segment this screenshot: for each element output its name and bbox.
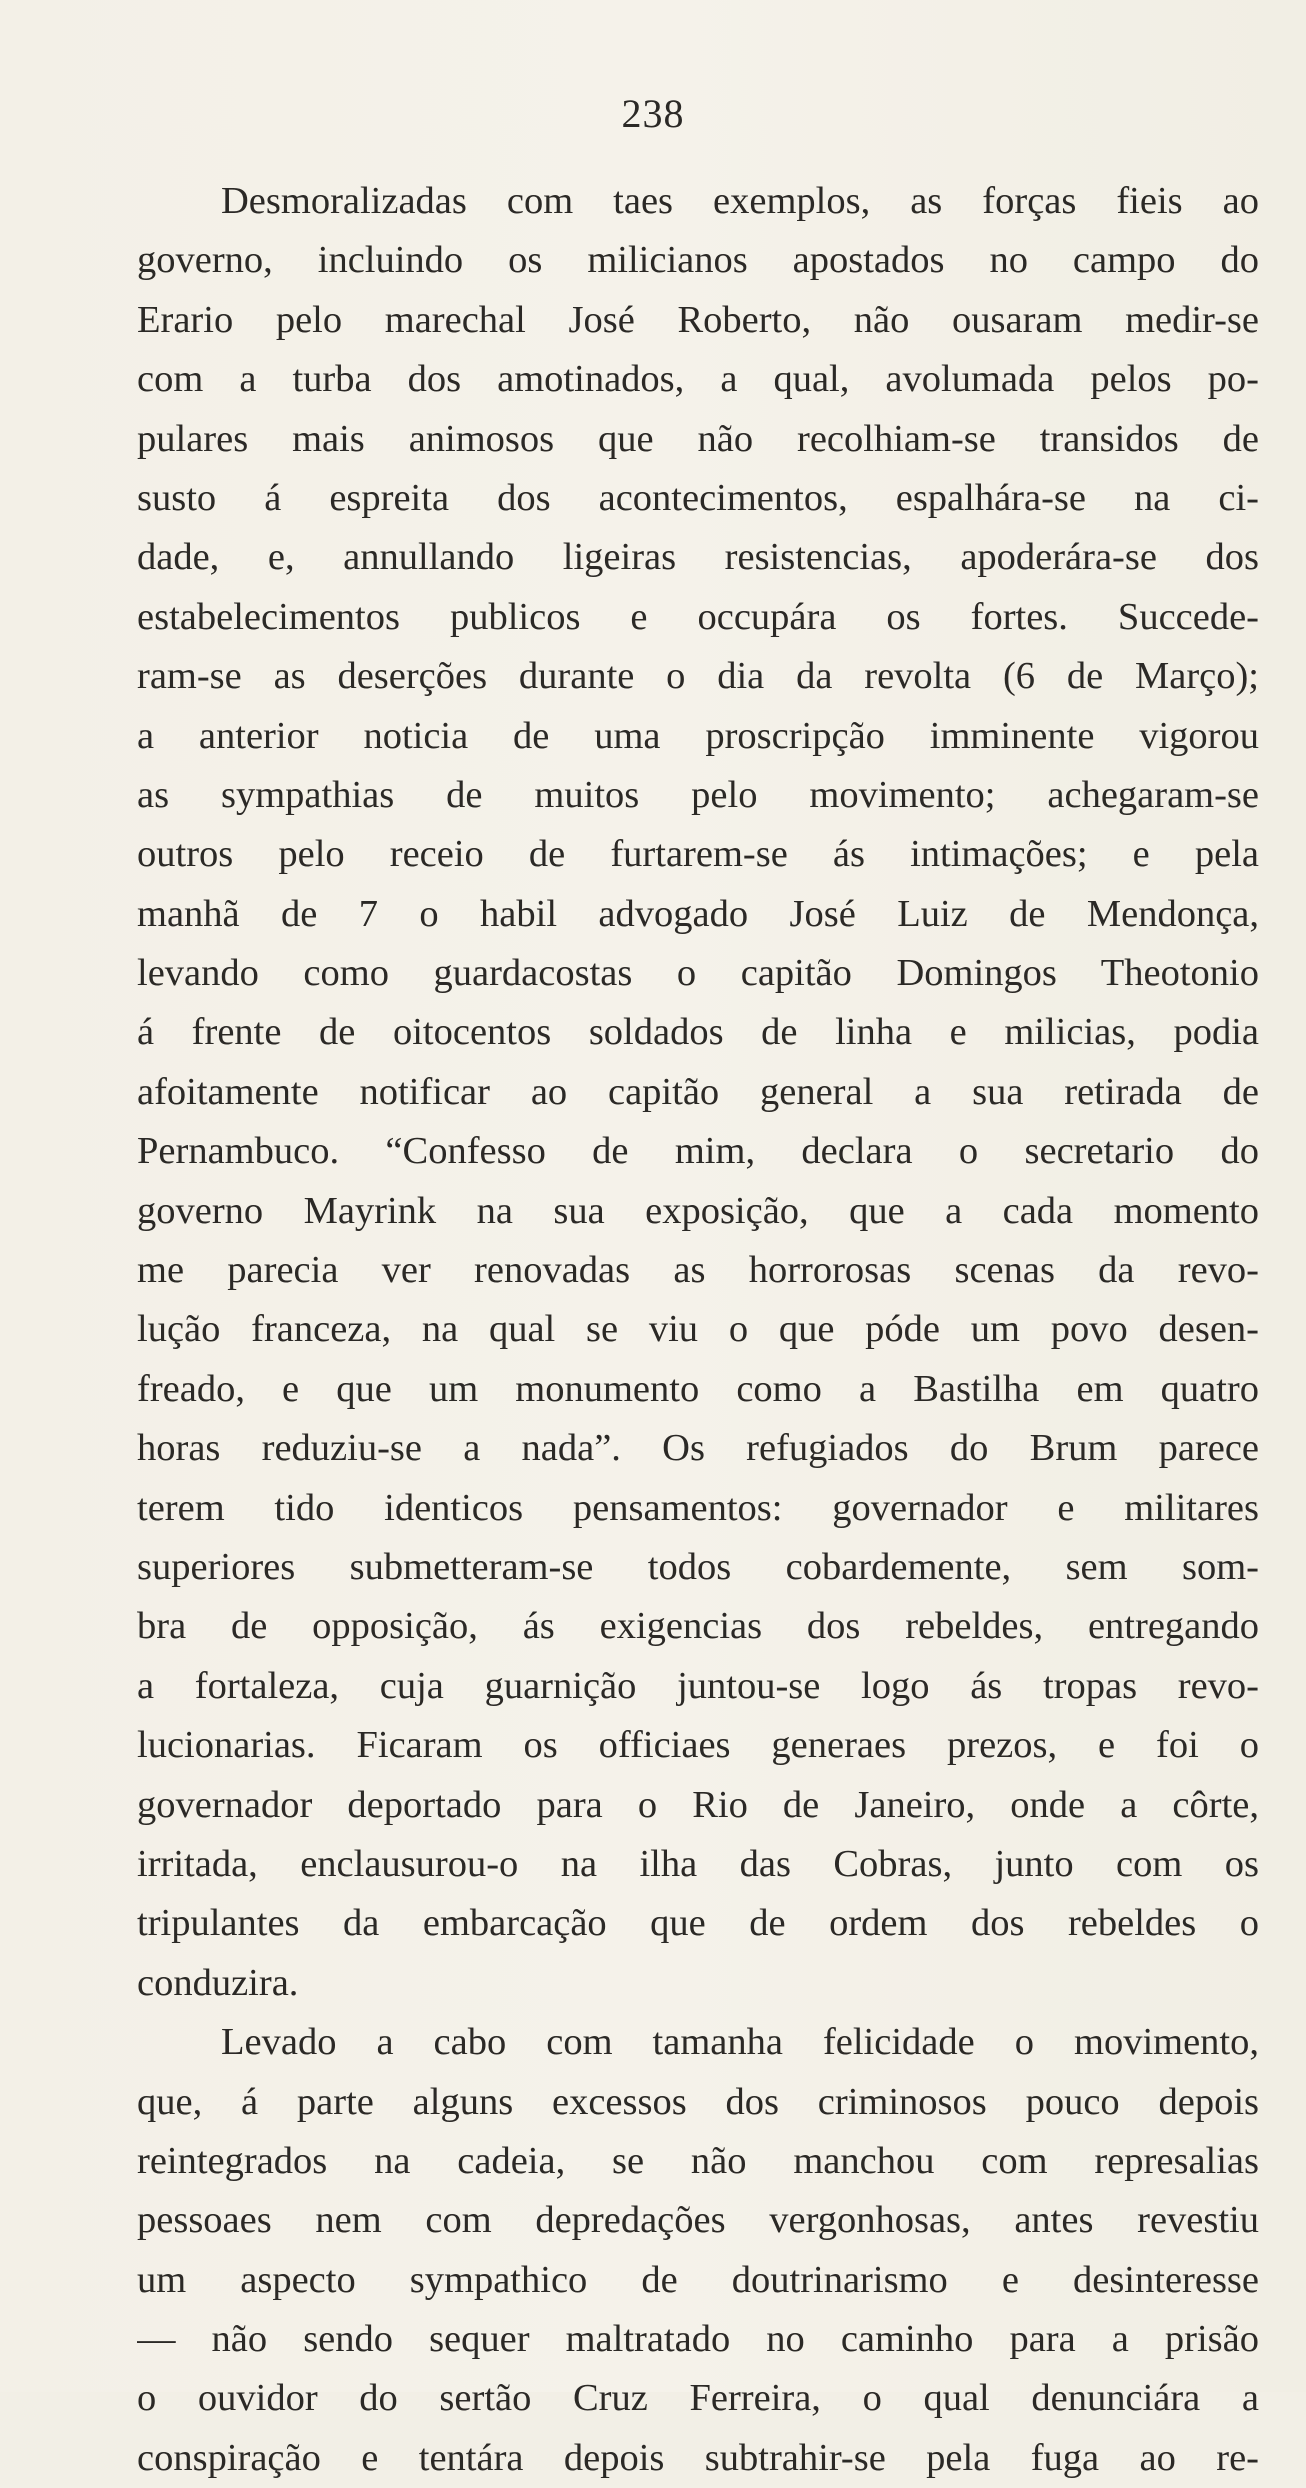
text-line: pulares mais animosos que não recolhiam-se transidos de: [137, 417, 1259, 460]
text-line: dade, e, annullando ligeiras resistencias, apoderára-se dos: [137, 536, 1259, 579]
text-line: susto á espreita dos acontecimentos, espalhára-se na ci-: [137, 476, 1259, 519]
text-line: governo, incluindo os milicianos apostados no campo do: [137, 239, 1259, 282]
text-line: superiores submetteram-se todos cobardemente, sem som-: [137, 1545, 1259, 1588]
text-line: outros pelo receio de furtarem-se ás intimações; e pela: [137, 833, 1259, 876]
text-line: me parecia ver renovadas as horrorosas scenas da revo-: [137, 1249, 1259, 1292]
text-line: Levado a cabo com tamanha felicidade o movimento,: [221, 2021, 1259, 2064]
text-line: um aspecto sympathico de doutrinarismo e desinteresse: [137, 2258, 1259, 2301]
text-line: á frente de oitocentos soldados de linha e milicias, podia: [137, 1011, 1259, 1054]
text-line: horas reduziu-se a nada”. Os refugiados do Brum parece: [137, 1427, 1259, 1470]
text-line: afoitamente notificar ao capitão general a sua retirada de: [137, 1070, 1259, 1113]
text-line: tripulantes da embarcação que de ordem dos rebeldes o: [137, 1902, 1259, 1945]
text-line: reintegrados na cadeia, se não manchou com represalias: [137, 2139, 1259, 2182]
text-line: as sympathias de muitos pelo movimento; achegaram-se: [137, 773, 1259, 816]
text-line: lução franceza, na qual se viu o que póde um povo desen-: [137, 1308, 1259, 1351]
text-line: governo Mayrink na sua exposição, que a cada momento: [137, 1189, 1259, 1232]
page-number: 238: [621, 91, 685, 136]
text-line: com a turba dos amotinados, a qual, avolumada pelos po-: [137, 358, 1259, 401]
text-line: bra de opposição, ás exigencias dos rebeldes, entregando: [137, 1605, 1259, 1648]
text-line: a anterior noticia de uma proscripção imminente vigorou: [137, 714, 1259, 757]
text-line: estabelecimentos publicos e occupára os fortes. Succede-: [137, 595, 1259, 638]
text-line: levando como guardacostas o capitão Domingos Theotonio: [137, 952, 1259, 995]
text-line: a fortaleza, cuja guarnição juntou-se logo ás tropas revo-: [137, 1664, 1259, 1707]
text-line: conspiração e tentára depois subtrahir-se pela fuga ao re-: [137, 2436, 1259, 2479]
text-line: Pernambuco. “Confesso de mim, declara o secretario do: [137, 1130, 1259, 1173]
text-line: Desmoralizadas com taes exemplos, as forças fieis ao: [221, 180, 1259, 222]
text-line: manhã de 7 o habil advogado José Luiz de Mendonça,: [137, 892, 1259, 935]
text-line: o ouvidor do sertão Cruz Ferreira, o qual denunciára a: [137, 2377, 1259, 2420]
text-line: terem tido identicos pensamentos: governador e militares: [137, 1486, 1259, 1529]
text-line: ram-se as deserções durante o dia da revolta (6 de Março);: [137, 655, 1259, 698]
text-line: lucionarias. Ficaram os officiaes generaes prezos, e foi o: [137, 1724, 1259, 1767]
paragraph-2: [137, 2013, 1259, 2488]
text-line: que, á parte alguns excessos dos criminosos pouco depois: [137, 2080, 1259, 2123]
text-line: irritada, enclausurou-o na ilha das Cobras, junto com os: [137, 1842, 1259, 1885]
text-line: pessoaes nem com depredações vergonhosas, antes revestiu: [137, 2199, 1259, 2242]
text-line: governador deportado para o Rio de Janeiro, onde a côrte,: [137, 1783, 1259, 1826]
body-text: [137, 172, 1259, 2488]
text-line: conduzira.: [137, 1961, 299, 2004]
text-line: Erario pelo marechal José Roberto, não ousaram medir-se: [137, 298, 1259, 341]
paragraph-1: [137, 172, 1259, 2013]
text-line: — não sendo sequer maltratado no caminho para a prisão: [137, 2318, 1259, 2361]
text-line: freado, e que um monumento como a Bastilha em quatro: [137, 1367, 1259, 1410]
